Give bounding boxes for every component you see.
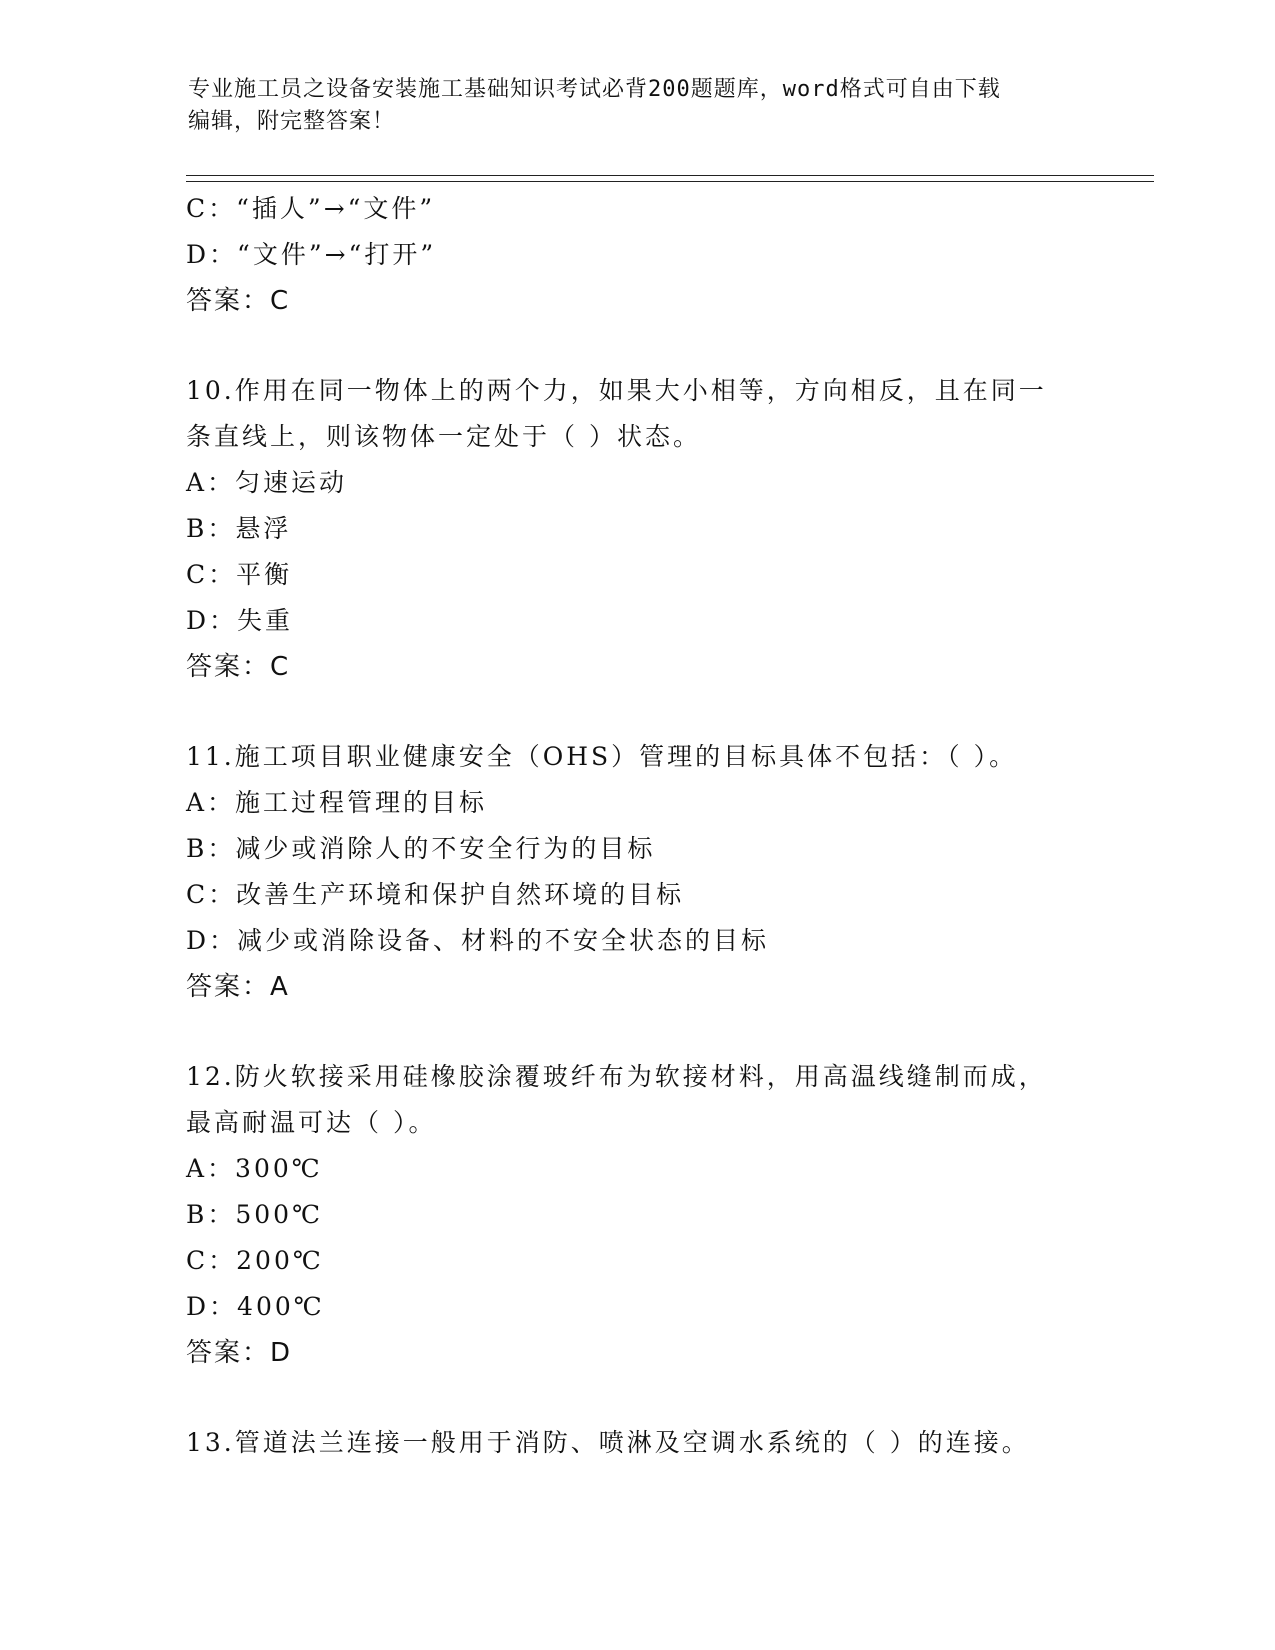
spacer <box>186 1010 1086 1054</box>
question-10-stem-line-1: 10.作用在同一物体上的两个力，如果大小相等，方向相反，且在同一 <box>186 376 1047 405</box>
question-12-option-a: A：300℃ <box>186 1154 323 1183</box>
question-11-option-b: B：减少或消除人的不安全行为的目标 <box>186 834 656 863</box>
question-9-option-c: C：“插人”→“文件” <box>186 194 436 223</box>
question-11-option-a: A：施工过程管理的目标 <box>186 788 488 817</box>
question-11 <box>186 734 1086 1010</box>
spacer <box>186 324 1086 368</box>
spacer <box>186 690 1086 734</box>
question-12-stem-line-2: 最高耐温可达（ ）。 <box>186 1108 437 1137</box>
question-13-stem-line-1: 13.管道法兰连接一般用于消防、喷淋及空调水系统的（ ）的连接。 <box>186 1428 1030 1457</box>
question-11-option-d: D：减少或消除设备、材料的不安全状态的目标 <box>186 926 770 955</box>
spacer <box>186 1376 1086 1420</box>
question-11-stem-line-1: 11.施工项目职业健康安全（OHS）管理的目标具体不包括：（ ）。 <box>186 742 1018 771</box>
question-9-answer: 答案：C <box>186 286 291 316</box>
question-12-stem-line-1: 12.防火软接采用硅橡胶涂覆玻纤布为软接材料，用高温线缝制而成， <box>186 1062 1047 1091</box>
question-13 <box>186 1420 1086 1466</box>
question-12-option-b: B：500℃ <box>186 1200 324 1229</box>
question-list <box>186 186 1086 1466</box>
question-9 <box>186 186 1086 324</box>
document-header <box>188 74 1068 138</box>
question-12-answer: 答案：D <box>186 1338 293 1368</box>
header-title-line-1: 专业施工员之设备安装施工基础知识考试必背200题题库，word格式可自由下载 <box>188 77 1001 102</box>
question-10-answer: 答案：C <box>186 652 291 682</box>
question-12-option-c: C：200℃ <box>186 1246 324 1275</box>
question-10-option-c: C：平衡 <box>186 560 293 589</box>
header-divider-bottom <box>186 181 1154 182</box>
header-title-line-2: 编辑，附完整答案！ <box>188 109 396 134</box>
question-10-option-a: A：匀速运动 <box>186 468 348 497</box>
question-11-answer: 答案：A <box>186 972 290 1002</box>
question-10-stem-line-2: 条直线上，则该物体一定处于（ ）状态。 <box>186 422 701 451</box>
question-10-option-d: D：失重 <box>186 606 294 635</box>
question-9-option-d: D：“文件”→“打开” <box>186 240 437 269</box>
question-10-option-b: B：悬浮 <box>186 514 292 543</box>
header-divider-top <box>186 175 1154 176</box>
question-12-option-d: D：400℃ <box>186 1292 325 1321</box>
question-12 <box>186 1054 1086 1376</box>
question-11-option-c: C：改善生产环境和保护自然环境的目标 <box>186 880 685 909</box>
question-10 <box>186 368 1086 690</box>
